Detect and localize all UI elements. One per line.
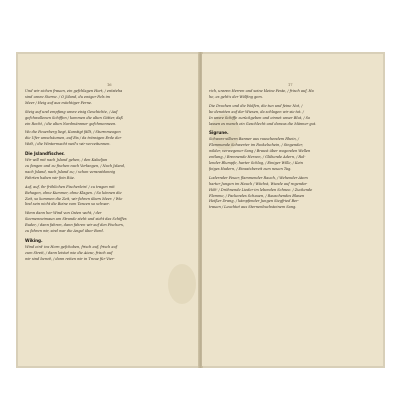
text-line: Steig auf und empfang unsre eisig Geschichte, / Auf xyxy=(25,109,118,114)
paper-stain xyxy=(168,264,196,304)
text-line: Wind eint' ins Horn gefchoben, frisch auf, frisch auf xyxy=(25,244,118,249)
text-line: he, es geht's der Wölfing gem. xyxy=(209,94,263,99)
text-line: Seemenneimaun am Strande steht und sieht das Schiffes xyxy=(25,217,127,222)
text-line: Welt, / die Wintermacht weil's wir verzeitunnen. xyxy=(25,142,111,147)
text-line: Fahrten haben wir fein Rüe. xyxy=(25,175,75,180)
text-line: trauen / Leuchtet aus Sternenbuchsteinem Sang. xyxy=(209,205,297,210)
text-line: In unsre Schiffe zurückgeben und einnet unser Blut, / So xyxy=(209,115,311,120)
text-line: die Ufer umschäumen, auf Eis / da tränsigen Erde der xyxy=(25,136,122,141)
text-line: Flamme, / Packendes Schauen, / Rauschendes Blasen xyxy=(209,193,305,198)
text-line: zum Streit, / dann leistet wie die Aiese, frisch auf xyxy=(25,250,113,255)
text-line: Die Drachen und die Wolfen, die tun und feine Not, / xyxy=(209,103,303,108)
text-line: feiges Hadern, / Einsatzbereit zum neuen Tag. xyxy=(209,166,292,171)
text-line: ein Recht, / die alten Nordmännner gefchmenneen. xyxy=(25,121,117,126)
text-line: lind sein nicht die Beine vom Tanzen so schwer. xyxy=(25,202,110,207)
text-line: harter Jungen im Hauch / Wächst, Wunde auf regender xyxy=(209,181,307,186)
text-line: zu fahren wir, sind war die Angel über Bord. xyxy=(25,229,104,234)
text-line: Lodernder Feuer, flammender Rauch, / Wehender Atem xyxy=(209,175,308,180)
left-page xyxy=(18,54,199,366)
text-line: Behagen, ohne Kummer, ohne Klagen. / So können die xyxy=(25,190,122,195)
text-line: sind unsre Sterne. / O Jöland, du ewiger Fels im xyxy=(25,94,111,99)
text-line: Wir will mit nach Jsland gehen, / den Kabeljan xyxy=(25,158,108,163)
right-page xyxy=(202,54,383,366)
section-heading: Die Jslandfischer. xyxy=(25,151,65,157)
text-line: Zeit, so kommen die Zeit, wir fahren übers Meer. / Wie xyxy=(25,196,123,201)
text-line: gefchwollenen Schiffen / kommen die alten Götter, daß xyxy=(25,115,123,120)
text-line: Ruder, / dann fahren, dann fahren wir auf den Fischers, xyxy=(25,223,124,228)
open-book xyxy=(16,52,385,368)
right-page-number: 17 xyxy=(288,83,293,87)
text-line: Wo die Feuerberg liegt, Kunstigt fällt, / Sturmmeogen xyxy=(25,130,121,135)
right-page-text xyxy=(209,89,376,211)
text-line: Höh' / Dröhnende Lieder im lebenden Schnee. / Zuckende xyxy=(209,187,313,192)
text-line: Heißer Drang, / kämpfender Jungen Siegfried Ber- xyxy=(209,199,299,204)
text-line: nach Jsland, nach Jsland zu; / schon veranstdonnig xyxy=(25,169,116,174)
text-line: Auf, auf, ihr fröhlichen Fischerlein! / zu tragen mit xyxy=(25,184,115,189)
text-line: Flammende Schwerter im Fackelschein, / Singender, xyxy=(209,143,303,148)
text-line: entlang, / Brennende Herzen, / Glühende Adern, / Rol- xyxy=(209,155,306,160)
text-line: zu fangen und zu fischen nach Verlangen, / Nach Jsland, xyxy=(25,163,126,168)
text-line: be denotten auf der Wiesen, da schlagen wir sie tot. / xyxy=(209,109,304,114)
text-line: lender Blumpfe, harter Schlag, / Einiger Wille, / Kein xyxy=(209,160,303,165)
text-line: lassen es manch ein Geschlecht und daraus die Männer gut. xyxy=(209,121,317,126)
text-line: Meer / Heig auf aus mächtiger Ferne. xyxy=(25,100,93,105)
section-heading: Sigrune. xyxy=(209,130,229,136)
section-heading: Wiking. xyxy=(25,237,43,243)
text-line: Wenn dann her Wind von Osten weht, / der xyxy=(25,211,102,216)
text-line: wilder, verwegener Sang / Braust über wogenden Wellen xyxy=(209,149,311,154)
left-page-text xyxy=(25,89,192,263)
left-page-number: 16 xyxy=(107,83,112,87)
text-line: rich, unsren Herren und seine kleine Feste, / frisch auf, Ha xyxy=(209,89,314,93)
text-line: Und wir zichen frauen, ein gefchlagen Hort, / entsteha xyxy=(25,89,123,93)
text-line: wir sind bereit, / dann reiten wir in Treue für Vier- xyxy=(25,256,115,261)
text-line: Schwarz-silbern Banner aus rauschendem Rhein, / xyxy=(209,137,299,142)
